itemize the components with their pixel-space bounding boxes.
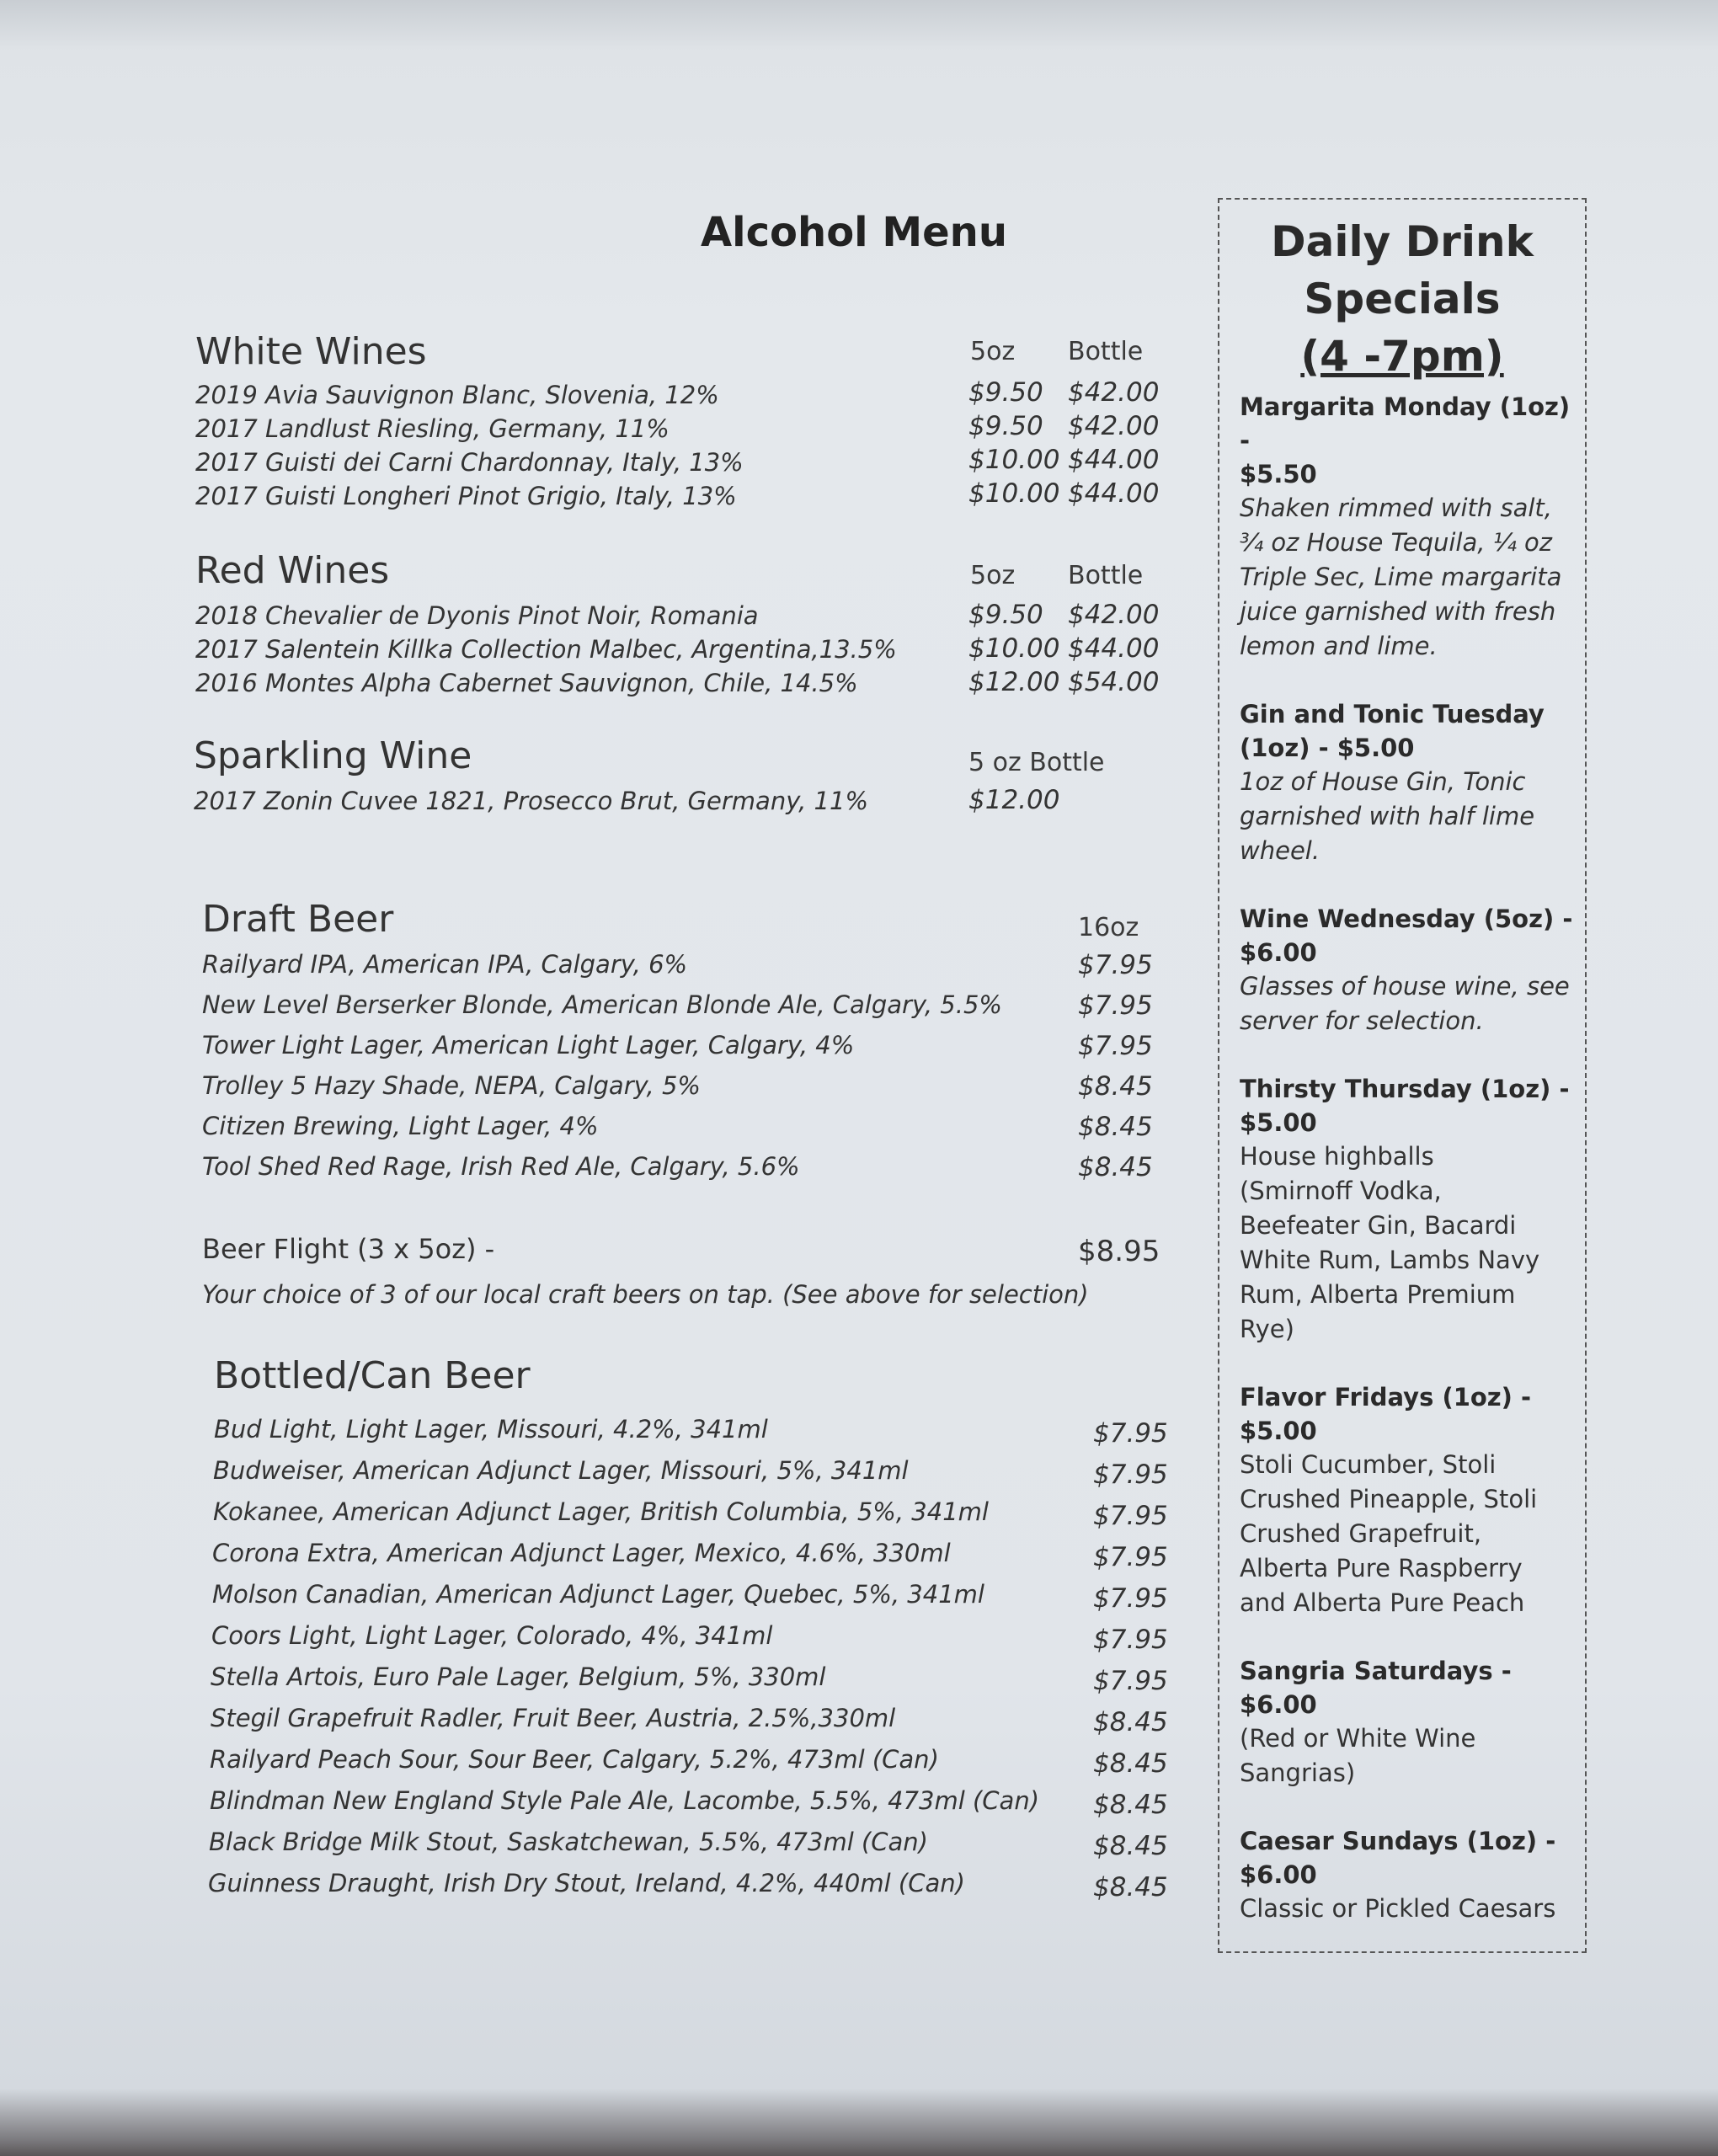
red-wine-name: 2018 Chevalier de Dyonis Pinot Noir, Romania (195, 601, 759, 630)
special-description-line: Stoli Cucumber, Stoli (1240, 1450, 1497, 1479)
draft-beer-price: $8.45 (1078, 1071, 1153, 1102)
white-wine-name: 2017 Landlust Riesling, Germany, 11% (195, 414, 670, 443)
bottled-heading: Bottled/Can Beer (214, 1354, 531, 1397)
specials-list (1219, 390, 1585, 1926)
sparkling-heading: Sparkling Wine (194, 734, 472, 777)
bottled-beer-name: Stella Artois, Euro Pale Lager, Belgium, 5%, 330ml (211, 1662, 826, 1691)
draft-beer-price: $8.45 (1078, 1112, 1153, 1142)
draft-beer-name: Citizen Brewing, Light Lager, 4% (202, 1112, 599, 1140)
red-wine-bottle-price: $54.00 (1068, 667, 1160, 697)
specials-title-hours: (4 -7pm) (1300, 332, 1504, 381)
bottled-beer-price: $8.45 (1093, 1872, 1168, 1903)
red-wine-name: 2016 Montes Alpha Cabernet Sauvignon, Chile, 14.5% (195, 669, 858, 697)
special-description-line: Sangrias) (1240, 1758, 1356, 1787)
sparkling-item-name: 2017 Zonin Cuvee 1821, Prosecco Brut, Germany, 11% (194, 787, 868, 815)
draft-beer-name: Tower Light Lager, American Light Lager, Calgary, 4% (202, 1031, 855, 1059)
specials-title-line2: Specials (1304, 275, 1501, 323)
bottled-beer-price: $8.45 (1093, 1748, 1168, 1779)
page-title: Alcohol Menu (701, 209, 1008, 256)
special-description-line: Classic or Pickled Caesars (1240, 1894, 1556, 1923)
bottled-beer-name: Kokanee, American Adjunct Lager, British Columbia, 5%, 341ml (213, 1497, 989, 1526)
special-description-line: wheel. (1240, 836, 1321, 865)
draft-beer-price: $7.95 (1078, 1031, 1153, 1061)
sparkling-item-price: $12.00 (968, 785, 1060, 815)
draft-beer-name: New Level Berserker Blonde, American Blonde Ale, Calgary, 5.5% (202, 990, 1002, 1019)
special-description-line: Crushed Grapefruit, (1240, 1519, 1482, 1548)
special-price: $6.00 (1240, 1860, 1317, 1889)
white-wine-bottle-price: $42.00 (1068, 411, 1160, 441)
bottled-beer-name: Budweiser, American Adjunct Lager, Missouri, 5%, 341ml (213, 1456, 909, 1485)
special-block (1240, 390, 1573, 664)
bottled-beer-name: Coors Light, Light Lager, Colorado, 4%, 341ml (211, 1621, 773, 1650)
special-title: Flavor Fridays (1oz) - (1240, 1383, 1532, 1412)
special-price: (1oz) - $5.00 (1240, 734, 1415, 762)
special-price: $5.00 (1240, 1417, 1317, 1445)
white-wines-col-bottle: Bottle (1068, 337, 1144, 366)
special-block (1240, 1824, 1573, 1926)
red-wine-glass-price: $12.00 (968, 667, 1060, 697)
special-block (1240, 1072, 1573, 1347)
white-wine-glass-price: $9.50 (968, 411, 1043, 441)
white-wine-glass-price: $10.00 (968, 445, 1060, 475)
bottled-beer-name: Bud Light, Light Lager, Missouri, 4.2%, 341ml (214, 1415, 768, 1444)
draft-beer-price: $8.45 (1078, 1152, 1153, 1182)
bottled-beer-price: $7.95 (1093, 1460, 1168, 1490)
bottled-beer-price: $7.95 (1093, 1501, 1168, 1531)
white-wine-name: 2019 Avia Sauvignon Blanc, Slovenia, 12% (195, 381, 719, 409)
red-wine-glass-price: $10.00 (968, 633, 1060, 664)
special-title: Wine Wednesday (5oz) - (1240, 905, 1573, 933)
bottled-beer-price: $8.45 (1093, 1707, 1168, 1737)
special-description-line: 1oz of House Gin, Tonic (1240, 767, 1526, 796)
draft-beer-price: $7.95 (1078, 950, 1153, 980)
special-description-line: Beefeater Gin, Bacardi (1240, 1211, 1517, 1240)
bottled-beer-price: $7.95 (1093, 1542, 1168, 1572)
bottled-beer-name: Stegil Grapefruit Radler, Fruit Beer, Austria, 2.5%,330ml (211, 1704, 896, 1732)
bottled-beer-price: $8.45 (1093, 1790, 1168, 1820)
bottled-beer-name: Blindman New England Style Pale Ale, Lacombe, 5.5%, 473ml (Can) (210, 1786, 1040, 1815)
red-wines-col-bottle: Bottle (1068, 561, 1144, 590)
red-wine-bottle-price: $42.00 (1068, 600, 1160, 630)
bottled-beer-name: Guinness Draught, Irish Dry Stout, Ireland, 4.2%, 440ml (Can) (208, 1869, 965, 1897)
draft-beer-name: Tool Shed Red Rage, Irish Red Ale, Calgary, 5.6% (202, 1152, 800, 1181)
bottled-beer-name: Corona Extra, American Adjunct Lager, Mexico, 4.6%, 330ml (212, 1539, 951, 1567)
special-description-line: White Rum, Lambs Navy (1240, 1246, 1540, 1274)
special-description-line: Crushed Pineapple, Stoli (1240, 1485, 1538, 1513)
white-wines-heading: White Wines (195, 330, 427, 373)
draft-beer-price: $7.95 (1078, 990, 1153, 1021)
red-wine-name: 2017 Salentein Killka Collection Malbec, Argentina,13.5% (195, 635, 897, 664)
white-wine-bottle-price: $44.00 (1068, 478, 1160, 509)
daily-specials-box (1218, 198, 1587, 1953)
special-description-line: server for selection. (1240, 1006, 1484, 1035)
bottled-beer-name: Black Bridge Milk Stout, Saskatchewan, 5.5%, 473ml (Can) (209, 1828, 928, 1856)
special-description-line: garnished with half lime (1240, 802, 1535, 830)
special-title: Margarita Monday (1oz) - (1240, 392, 1571, 455)
special-description-line: juice garnished with fresh (1240, 597, 1556, 626)
bottled-beer-name: Railyard Peach Sour, Sour Beer, Calgary, 5.2%, 473ml (Can) (210, 1745, 939, 1774)
special-description-line: and Alberta Pure Peach (1240, 1588, 1525, 1617)
special-description-line: ¾ oz House Tequila, ¼ oz (1240, 528, 1552, 557)
special-title: Caesar Sundays (1oz) - (1240, 1827, 1556, 1855)
sparkling-col: 5 oz Bottle (968, 748, 1105, 777)
special-block (1240, 902, 1573, 1038)
bottled-beer-name: Molson Canadian, American Adjunct Lager, Quebec, 5%, 341ml (212, 1580, 984, 1609)
special-price: $6.00 (1240, 938, 1317, 967)
red-wines-heading: Red Wines (195, 549, 390, 592)
special-description-line: (Smirnoff Vodka, (1240, 1177, 1442, 1205)
bottled-beer-price: $7.95 (1093, 1583, 1168, 1614)
white-wine-glass-price: $10.00 (968, 478, 1060, 509)
bottled-beer-price: $7.95 (1093, 1666, 1168, 1696)
special-description-line: Glasses of house wine, see (1240, 972, 1570, 1001)
draft-beer-name: Railyard IPA, American IPA, Calgary, 6% (202, 950, 688, 979)
white-wine-bottle-price: $42.00 (1068, 377, 1160, 408)
draft-heading: Draft Beer (202, 898, 394, 941)
special-block (1240, 1380, 1573, 1620)
bottled-beer-price: $7.95 (1093, 1418, 1168, 1449)
special-description-line: (Red or White Wine (1240, 1724, 1476, 1753)
special-description-line: Triple Sec, Lime margarita (1240, 563, 1562, 591)
special-description-line: Shaken rimmed with salt, (1240, 494, 1553, 522)
red-wine-glass-price: $9.50 (968, 600, 1043, 630)
bottled-beer-price: $8.45 (1093, 1831, 1168, 1861)
specials-title-line1: Daily Drink (1271, 217, 1534, 266)
special-description-line: Alberta Pure Raspberry (1240, 1554, 1523, 1582)
special-block (1240, 697, 1573, 868)
special-price: $5.50 (1240, 460, 1317, 488)
special-title: Sangria Saturdays - $6.00 (1240, 1657, 1512, 1719)
beer-flight-label: Beer Flight (3 x 5oz) - (202, 1233, 495, 1265)
white-wine-name: 2017 Guisti Longheri Pinot Grigio, Italy, 13% (195, 482, 737, 510)
white-wine-glass-price: $9.50 (968, 377, 1043, 408)
special-title: Thirsty Thursday (1oz) - (1240, 1075, 1570, 1103)
beer-flight-note: Your choice of 3 of our local craft beers on tap. (See above for selection) (202, 1280, 1089, 1309)
special-price: $5.00 (1240, 1108, 1317, 1137)
special-title: Gin and Tonic Tuesday (1240, 700, 1545, 728)
red-wines-col-glass: 5oz (970, 561, 1016, 590)
red-wine-bottle-price: $44.00 (1068, 633, 1160, 664)
special-block (1240, 1654, 1573, 1790)
special-description-line: lemon and lime. (1240, 632, 1438, 660)
draft-beer-name: Trolley 5 Hazy Shade, NEPA, Calgary, 5% (202, 1071, 701, 1100)
white-wine-name: 2017 Guisti dei Carni Chardonnay, Italy, 13% (195, 448, 744, 477)
draft-col: 16oz (1078, 913, 1139, 942)
special-description-line: House highballs (1240, 1142, 1434, 1171)
special-description-line: Rye) (1240, 1315, 1294, 1343)
special-description-line: Rum, Alberta Premium (1240, 1280, 1516, 1309)
beer-flight-price: $8.95 (1078, 1235, 1160, 1268)
white-wine-bottle-price: $44.00 (1068, 445, 1160, 475)
bottled-beer-price: $7.95 (1093, 1625, 1168, 1655)
white-wines-col-glass: 5oz (970, 337, 1016, 366)
